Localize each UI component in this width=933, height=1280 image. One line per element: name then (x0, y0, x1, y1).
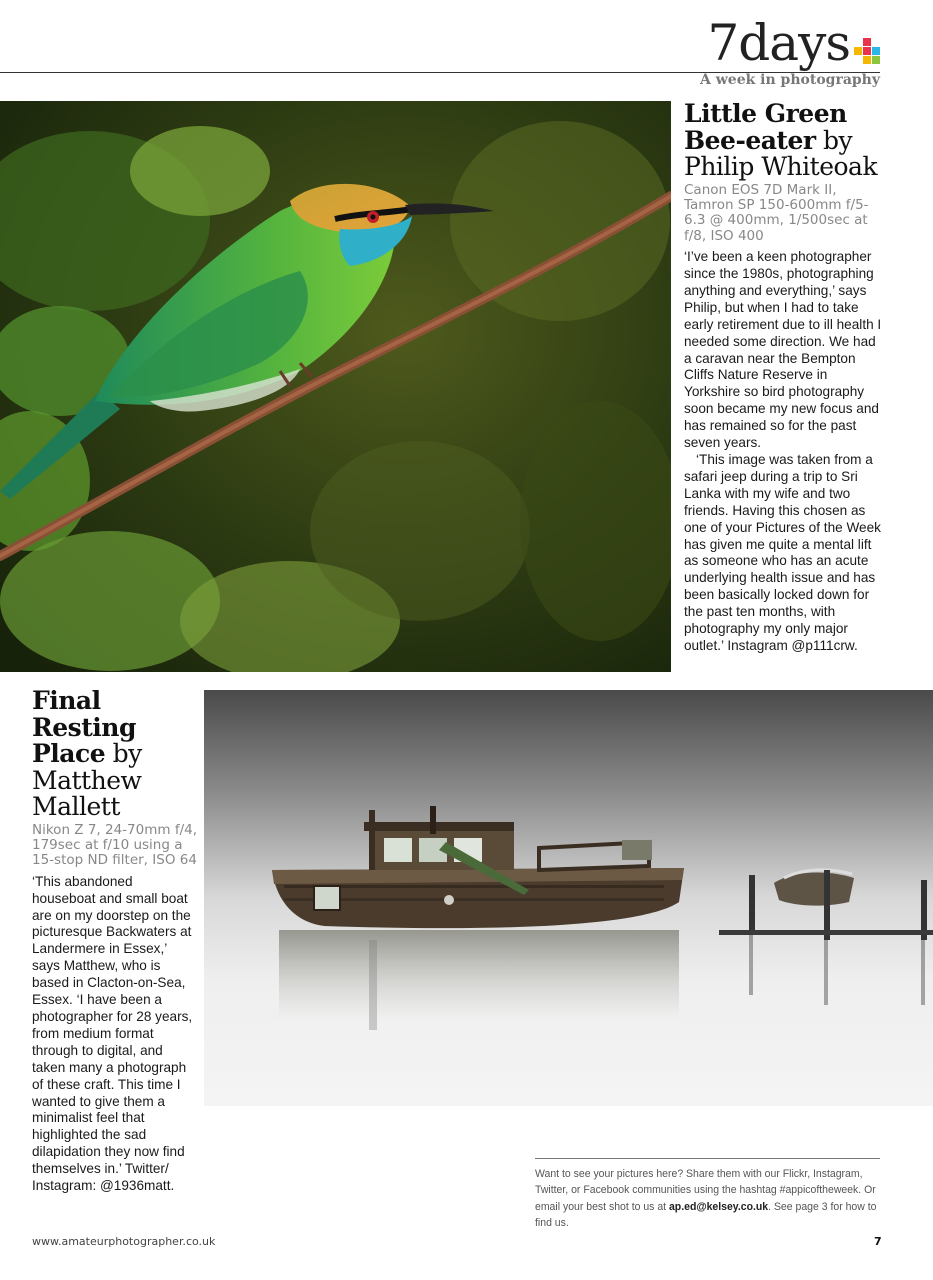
article-1-kit: Canon EOS 7D Mark II, Tamron SP 150-600mm f/5-6.3 @ 400mm, 1/500sec at f/8, ISO 400 (684, 181, 869, 244)
section-title: 7days (707, 14, 850, 72)
article-1-byline: by Philip Whiteoak (684, 125, 878, 181)
page-number: 7 (874, 1235, 882, 1248)
logo-square (863, 56, 871, 64)
masthead-logo (700, 14, 880, 72)
logo-square (872, 47, 880, 55)
submission-text: Want to see your pictures here? Share them with our Flickr, Instagram, Twitter, or Facebook communities using the hashtag #appicoftheweek. Or email your best shot to us at (535, 1168, 876, 1213)
logo-square (872, 56, 880, 64)
color-squares-logo (854, 38, 880, 64)
article-final-resting-place (32, 688, 197, 1195)
bee-eater-image (0, 101, 671, 672)
article-2-paragraph: ‘This abandoned houseboat and small boat are on my doorstep on the picturesque Backwaters at Landermere in Essex,’ says Matthew, who is based in Clacton-on-Sea, Essex. ‘I have been a photographer for 28 years, from medium format through to digital, and taken many a photograph of these craft. This time I wanted to give them a minimalist feel that highlighted the sad dilapidation they now find themselves in.’ Twitter/ Instagram: @1936matt. (32, 873, 193, 1194)
houseboat-image (204, 690, 933, 1106)
logo-square (872, 38, 880, 46)
bee-eater-photo (0, 101, 671, 672)
article-2-byline: by Matthew Mallett (32, 739, 142, 821)
article-1-title: Little Green Bee-eater (684, 99, 847, 155)
logo-square (854, 47, 862, 55)
article-1-paragraph: ‘I’ve been a keen photographer since the 1980s, photographing anything and everything,’ says Philip, but when I had to take early retirement due to ill health I needed some direction. We had a caravan near the Bempton Cliffs Nature Reserve in Yorkshire so bird photography soon became my new focus and has remained so for the past seven years. (684, 249, 882, 451)
submission-info (535, 1166, 885, 1231)
logo-square (854, 56, 862, 64)
article-1-heading (684, 101, 884, 181)
logo-square (863, 47, 871, 55)
article-2-kit: Nikon Z 7, 24-70mm f/4, 179sec at f/10 using a 15-stop ND filter, ISO 64 (32, 821, 198, 869)
logo-square (863, 38, 871, 46)
submission-email[interactable]: ap.ed@kelsey.co.uk (668, 1200, 769, 1213)
article-2-heading (32, 688, 197, 821)
article-little-green-bee-eater (684, 101, 884, 655)
submission-text-end: . See page 3 for how to find us. (535, 1200, 877, 1229)
masthead (700, 14, 880, 88)
section-tagline: A week in photography (700, 72, 880, 88)
houseboat-photo (204, 690, 933, 1106)
article-2-title: Final Resting Place (32, 686, 136, 768)
logo-square (854, 38, 862, 46)
footer-website-url[interactable]: www.amateurphotographer.co.uk (32, 1235, 216, 1248)
article-1-paragraph: ‘This image was taken from a safari jeep during a trip to Sri Lanka with my wife and two friends. Having this chosen as one of your Pictures of the Week has given me quite a mental lift as someone who has an acute underlying health issue and has been basically locked down for the past ten months, with photography my only major outlet.’ Instagram @p111crw. (684, 452, 881, 653)
article-1-body (684, 249, 884, 655)
article-2-body (32, 874, 197, 1195)
submission-rule (535, 1158, 880, 1159)
